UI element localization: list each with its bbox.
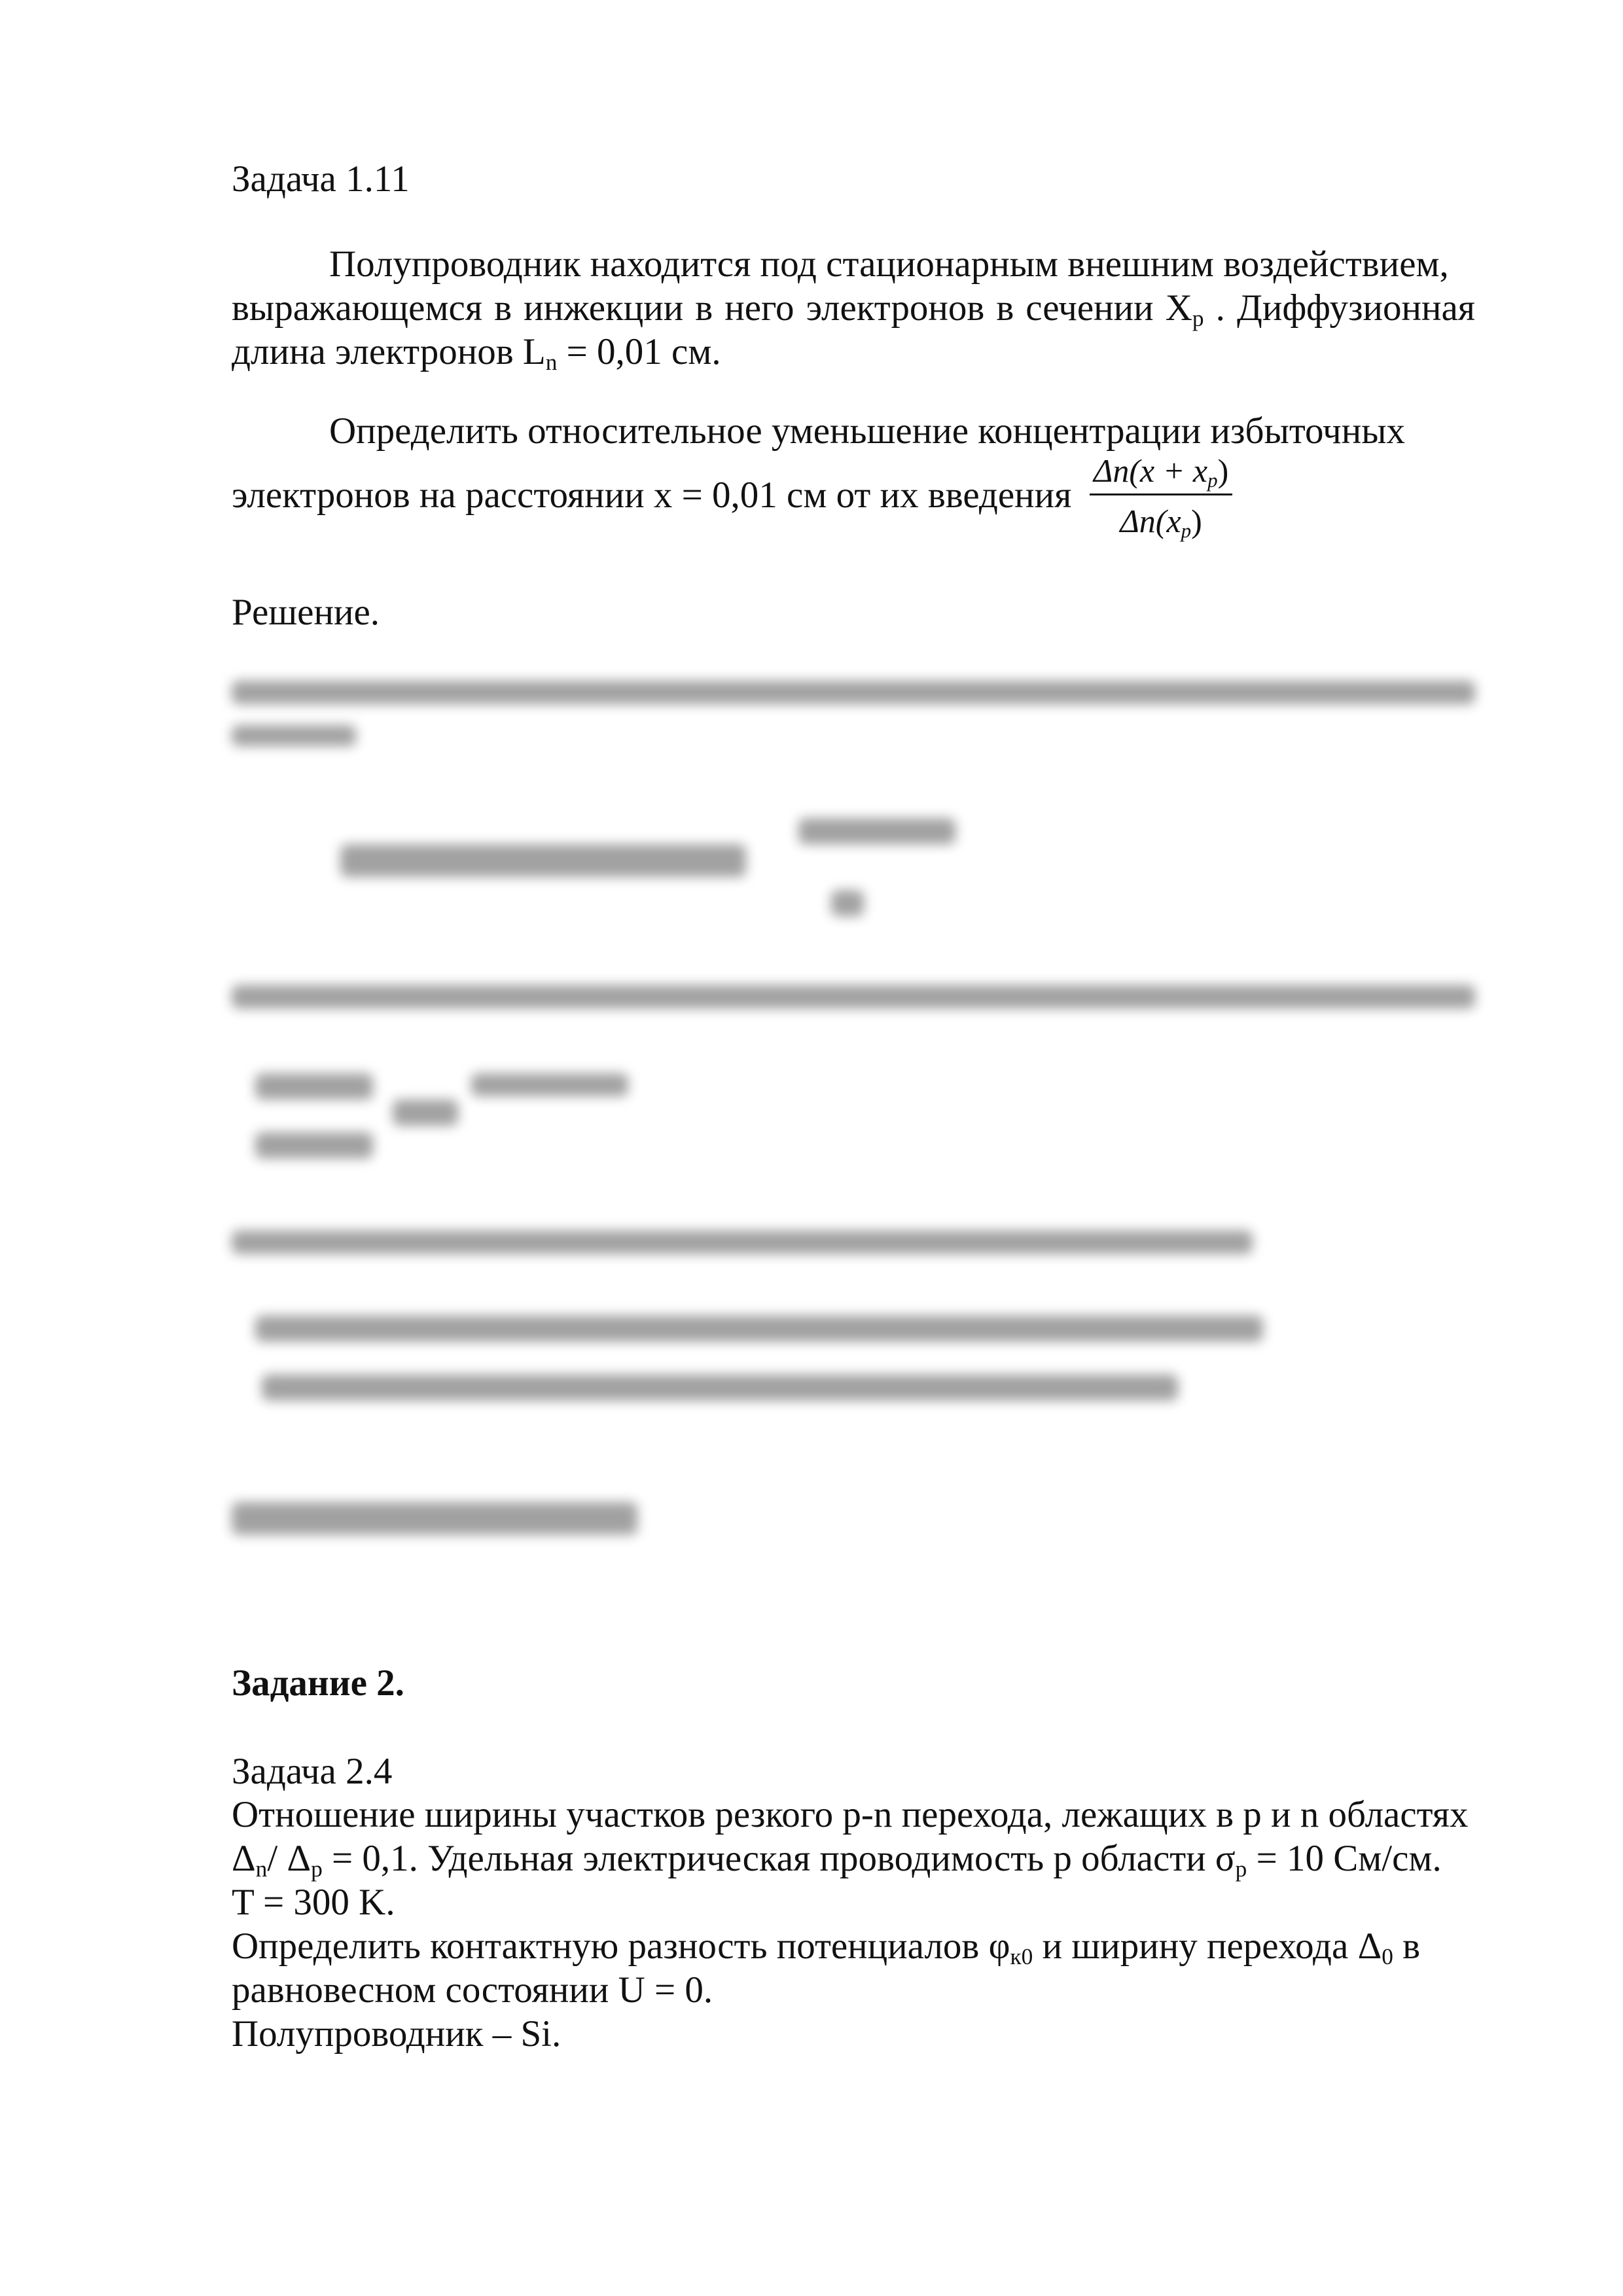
paragraph-line: Полупроводник находится под стационарным внешним воздействием,: [329, 243, 1449, 285]
solution-label: Решение.: [232, 592, 380, 633]
paragraph-line: $\Delta_n/$ $\Delta_p = 0,1$. Удельная электрическая проводимость p области $\sigma_p = 10$ См/см.: [232, 1838, 1442, 1882]
paragraph-line: Определить относительное уменьшение концентрации избыточных: [329, 410, 1406, 452]
formula-fraction: $\frac{\Delta n(x + x_p)}{\Delta n(x_p)}$: [1090, 452, 1232, 540]
paragraph-line: Полупроводник – Si.: [232, 2013, 562, 2054]
paragraph-line: T = 300 K.: [232, 1882, 395, 1923]
section-heading: Задание 2.: [232, 1662, 404, 1704]
task-title: Задача 1.11: [232, 158, 410, 200]
task-title: Задача 2.4: [232, 1751, 393, 1792]
paragraph-line: выражающемся в инжекции в него электронов в сечении $X_p$ . Диффузионная: [232, 287, 1476, 331]
paragraph-line: равновесном состоянии U = 0.: [232, 1969, 713, 2011]
paragraph-line: электронов на расстоянии x = 0,01 см от их введения: [232, 475, 1072, 516]
paragraph-line: Отношение ширины участков резкого p-n перехода, лежащих в p и n областях: [232, 1794, 1469, 1835]
paragraph-line: длина электронов $L_n = 0,01$ см.: [232, 331, 721, 375]
paragraph-line: Определить контактную разность потенциалов $\varphi_{к0}$ и ширину перехода $\Delta_0$ в: [232, 1926, 1421, 1969]
